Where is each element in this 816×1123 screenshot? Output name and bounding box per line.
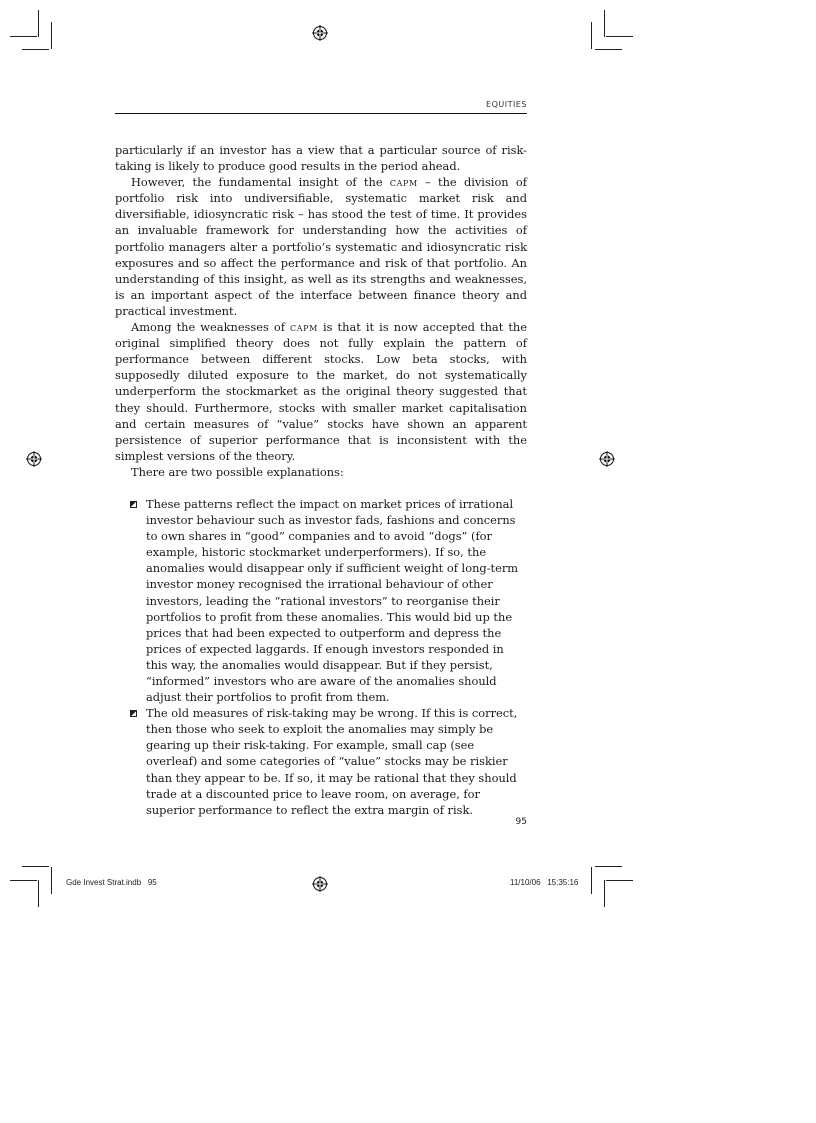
crop-mark [595, 866, 622, 867]
crop-mark [591, 22, 592, 49]
crop-mark [604, 10, 605, 37]
crop-mark [591, 867, 592, 894]
crop-mark [10, 880, 37, 881]
paragraph [115, 174, 527, 319]
crop-mark [22, 49, 49, 50]
crop-mark [38, 10, 39, 37]
slug-file: Gde Invest Strat.indb 95 [66, 878, 157, 887]
registration-mark-icon [312, 876, 328, 892]
list-item-text: These patterns reflect the impact on market prices of irrational investor behaviour such as investor fads, fashions and concerns to own shares in “good” companies and to avoid “dogs” (for example, historic stockmarket underperformers). If so, the anomalies would disappear only if sufficient weight of long-term investor money recognised the irrational behaviour of other investors, leading the “rational investors” to reorganise their portfolios to profit from these anomalies. This would bid up the prices that had been expected to outperform and depress the prices of expected laggards. If enough investors responded in this way, the anomalies would disappear. But if they persist, “informed” investors who are aware of the anomalies should adjust their portfolios to profit from them. [146, 496, 519, 705]
bullet-list [115, 496, 527, 818]
text-run: – the division of portfolio risk into undiversifiable, systematic market risk and diversifiable, idiosyncratic risk – has stood the test of time. It provides an invaluable framework for understanding how the activities of portfolio managers alter a portfolio’s systematic and idiosyncratic risk exposures and so affect the performance and risk of that portfolio. An understanding of this insight, as well as its strengths and weaknesses, is an important aspect of the interface between finance theory and practical investment. [115, 175, 527, 318]
paragraph: particularly if an investor has a view that a particular source of risk-taking is likely to produce good results in the period ahead. [115, 143, 527, 174]
crop-mark [606, 880, 633, 881]
text-run: However, the fundamental insight of the [131, 175, 390, 190]
text-run: is that it is now accepted that the original simplified theory does not fully explain the pattern of performance between different stocks. Low beta stocks, with supposedly diluted exposure to the market, do not systematically underperform the stockmarket as the original theory suggested that they should. Furthermore, stocks with smaller market capitalisation and certain measures of “value” stocks have shown an apparent persistence of superior performance that is inconsistent with the simplest versions of the theory. [115, 320, 527, 463]
registration-mark-icon [26, 451, 42, 467]
text-run: Among the weaknesses of [131, 320, 291, 335]
bullet-square-icon [130, 710, 137, 717]
running-head: EQUITIES [486, 100, 527, 109]
slug-date: 11/10/06 15:35:16 [510, 878, 579, 887]
crop-mark [51, 22, 52, 49]
bullet-square-icon [130, 501, 137, 508]
crop-mark [51, 867, 52, 894]
crop-mark [38, 880, 39, 907]
header-rule [115, 113, 527, 114]
acronym-capm: capm [290, 320, 318, 335]
acronym-capm: capm [389, 175, 418, 190]
paragraph: There are two possible explanations: [131, 464, 344, 479]
crop-mark [22, 866, 49, 867]
registration-mark-icon [312, 25, 328, 41]
list-item [115, 705, 527, 818]
crop-mark [10, 36, 37, 37]
crop-mark [606, 36, 633, 37]
list-item [115, 496, 527, 705]
paragraph [115, 319, 527, 464]
body-text [115, 142, 527, 818]
crop-mark [595, 49, 622, 50]
list-item-text: The old measures of risk-taking may be wrong. If this is correct, then those who seek to exploit the anomalies may simply be gearing up their risk-taking. For example, small cap (see overleaf) and some categories of “value” stocks may be riskier than they appear to be. If so, it may be rational that they should trade at a discounted price to leave room, on average, for superior performance to reflect the extra margin of risk. [146, 706, 518, 817]
page-number: 95 [515, 817, 527, 827]
registration-mark-icon [599, 451, 615, 467]
crop-mark [604, 880, 605, 907]
